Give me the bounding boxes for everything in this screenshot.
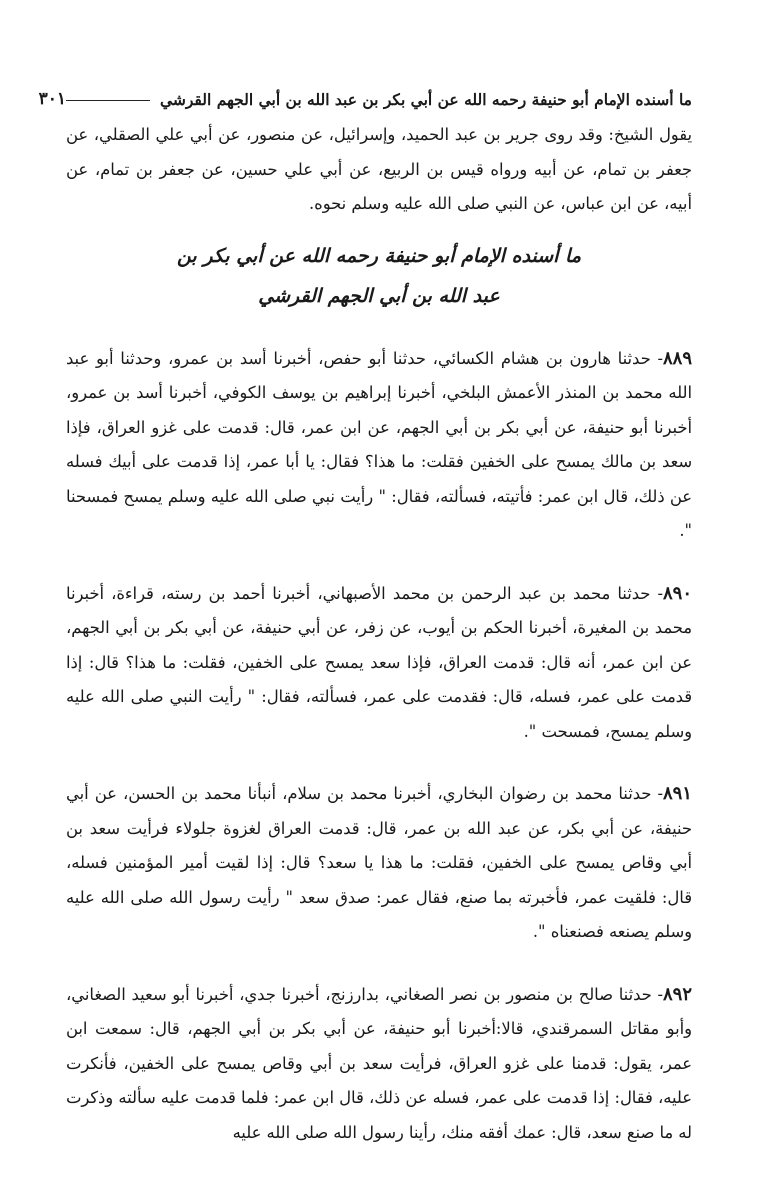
header-rule: [66, 100, 150, 101]
hadith-number: ٨٩٢: [662, 983, 692, 1005]
running-title-group: [66, 90, 692, 109]
hadith-text: حدثنا هارون بن هشام الكسائي، حدثنا أبو حفص، أخبرنا أسد بن عمرو، وحدثنا أبو عبد الله محمد بن المنذر الأعمش البلخي، أخبرنا إبراهيم بن يوسف الكوفي، أخبرنا أسد بن عمرو، أخبرنا أبو حنيفة، عن أبي بكر بن أبي الجهم، عن ابن عمر، قال: قدمت على غزو العراق، فإذا سعد بن مالك يمسح على الخفين فقلت: ما هذا؟ فقال: يا أبا عمر، إذا قدمت على أبيك فسله عن ذلك، قال ابن عمر: فأتيته، فسألته، فقال: " رأيت نبي صلى الله عليه وسلم يمسح فمسحنا ".: [66, 348, 692, 540]
hadith-891: ٨٩١- حدثنا محمد بن رضوان البخاري، أخبرنا محمد بن سلام، أنبأنا محمد بن الحسن، عن أبي حنيفة، عن أبي بكر، عن عبد الله بن عمر، قال: قدمت العراق لغزوة جلولاء فرأيت سعد بن أبي وقاص يمسح على الخفين، فقلت: ما هذا يا سعد؟ قال: إذا لقيت أمير المؤمنين فسله، قال: فلقيت عمر، فأخبرته بما صنع، فقال عمر: صدق سعد " رأيت رسول الله صلى الله عليه وسلم يصنعه فصنعناه ".: [66, 783, 692, 941]
intro-paragraph: يقول الشيخ: وقد روى جرير بن عبد الحميد، وإسرائيل، عن منصور، عن أبي علي الصقلي، عن جعفر بن تمام، عن أبيه ورواه قيس بن الربيع، عن أبي علي حسين، عن جعفر بن تمام، عن أبيه، عن ابن عباس، عن النبي صلى الله عليه وسلم نحوه.: [66, 125, 692, 213]
page-number: ٣٠١: [38, 89, 66, 109]
running-header: [38, 84, 692, 114]
hadith-number: ٨٩١: [662, 783, 692, 804]
running-title: ما أسنده الإمام أبو حنيفة رحمه الله عن أبي بكر بن عبد الله بن أبي الجهم القرشي: [159, 89, 692, 109]
hadith-text: حدثنا محمد بن عبد الرحمن بن محمد الأصبهاني، أخبرنا أحمد بن رسته، قراءة، أخبرنا محمد بن المغيرة، أخبرنا الحكم بن أيوب، عن زفر، عن أبي حنيفة، عن أبي بكر بن أبي الجهم، عن ابن عمر، أنه قال: قدمت العراق، فإذا سعد يمسح على الخفين، فقلت: ما هذا؟ قال: إذا قدمت على عمر، فسله، قال: فقدمت على عمر، فسألته، فقال: " رأيت النبي صلى الله عليه وسلم يمسح، فمسحت ".: [66, 583, 692, 741]
section-heading-line-1: ما أسنده الإمام أبو حنيفة رحمه الله عن أبي بكر بن: [176, 244, 582, 267]
section-heading: [66, 236, 692, 316]
hadith-number: ٨٨٩: [662, 347, 692, 369]
hadith-text: حدثنا صالح بن منصور بن نصر الصغاني، بدارزنج، أخبرنا جدي، أخبرنا أبو سعيد الصغاني، وأبو مقاتل السمرقندي، قالا:أخبرنا أبو حنيفة، عن أبي بكر بن أبي الجهم، قال: سمعت ابن عمر، يقول: قدمنا على غزو العراق، فرأيت سعد بن أبي وقاص يمسح على الخفين، فأنكرت عليه، فقال: إذا قدمت على عمر، فسله عن ذلك، قال ابن عمر: فلما قدمت عليه سألته وذكرت له ما صنع سعد، قال: عمك أفقه منك، رأينا رسول الله صلى الله عليه: [66, 984, 692, 1142]
hadith-text: حدثنا محمد بن رضوان البخاري، أخبرنا محمد بن سلام، أنبأنا محمد بن الحسن، عن أبي حنيفة، عن أبي بكر، عن عبد الله بن عمر، قال: قدمت العراق لغزوة جلولاء فرأيت سعد بن أبي وقاص يمسح على الخفين، فقلت: ما هذا يا سعد؟ قال: إذا لقيت أمير المؤمنين فسله، قال: فلقيت عمر، فأخبرته بما صنع، فقال عمر: صدق سعد " رأيت رسول الله صلى الله عليه وسلم يصنعه فصنعناه ".: [66, 784, 692, 941]
hadith-890: ٨٩٠- حدثنا محمد بن عبد الرحمن بن محمد الأصبهاني، أخبرنا أحمد بن رسته، قراءة، أخبرنا محمد بن المغيرة، أخبرنا الحكم بن أيوب، عن زفر، عن أبي حنيفة، عن أبي بكر بن أبي الجهم، عن ابن عمر، أنه قال: قدمت العراق، فإذا سعد يمسح على الخفين، فقلت: ما هذا؟ قال: إذا قدمت على عمر، فسله، قال: فقدمت على عمر، فسألته، فقال: " رأيت النبي صلى الله عليه وسلم يمسح، فمسحت ".: [66, 582, 692, 741]
section-heading-line-2: عبد الله بن أبي الجهم القرشي: [258, 284, 500, 307]
hadith-889: ٨٨٩- حدثنا هارون بن هشام الكسائي، حدثنا أبو حفص، أخبرنا أسد بن عمرو، وحدثنا أبو عبد الله محمد بن المنذر الأعمش البلخي، أخبرنا إبراهيم بن يوسف الكوفي، أخبرنا أسد بن عمرو، أخبرنا أبو حنيفة، عن أبي بكر بن أبي الجهم، عن ابن عمر، قال: قدمت على غزو العراق، فإذا سعد بن مالك يمسح على الخفين فقلت: ما هذا؟ فقال: يا أبا عمر، إذا قدمت على أبيك فسله عن ذلك، قال ابن عمر: فأتيته، فسألته، فقال: " رأيت نبي صلى الله عليه وسلم يمسح فمسحنا ".: [66, 347, 692, 540]
hadith-892: ٨٩٢- حدثنا صالح بن منصور بن نصر الصغاني، بدارزنج، أخبرنا جدي، أخبرنا أبو سعيد الصغاني، وأبو مقاتل السمرقندي، قالا:أخبرنا أبو حنيفة، عن أبي بكر بن أبي الجهم، قال: سمعت ابن عمر، يقول: قدمنا على غزو العراق، فرأيت سعد بن أبي وقاص يمسح على الخفين، فأنكرت عليه، فقال: إذا قدمت على عمر، فسله عن ذلك، قال ابن عمر: فلما قدمت عليه سألته وذكرت له ما صنع سعد، قال: عمك أفقه منك، رأينا رسول الله صلى الله عليه: [66, 983, 692, 1142]
hadith-number: ٨٩٠: [662, 582, 692, 604]
page-body: [66, 118, 692, 1178]
